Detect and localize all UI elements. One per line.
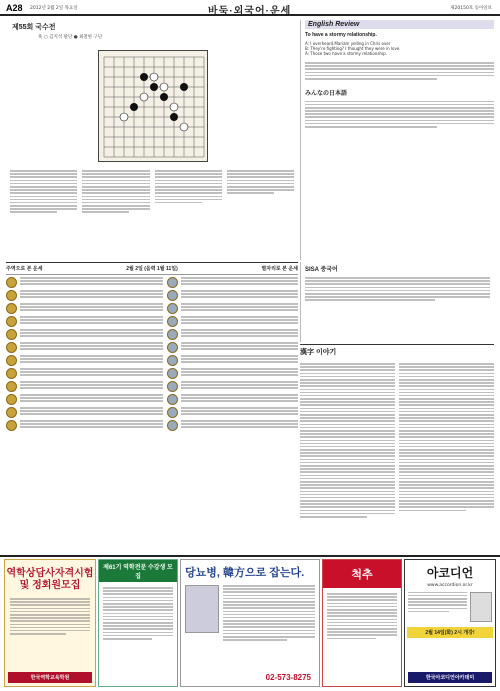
ad5-band: 2월 14일(화) 2시 개강! (407, 627, 493, 638)
english-line-3: A: Those two have a stormy relationship. (305, 51, 387, 56)
zodiac-rat-icon (6, 277, 17, 288)
go-board (98, 50, 208, 162)
fortune-section (6, 262, 298, 548)
hanja-section (300, 344, 494, 548)
baduk-players: 흑 ○ 김지석 팔단 ● 최철한 구단 (38, 35, 103, 40)
libra-icon (167, 381, 178, 392)
hanja-column-2 (399, 363, 494, 518)
zodiac-snake-icon (6, 342, 17, 353)
aquarius-icon (167, 277, 178, 288)
horoscope-title: 별자리로 본 운세 (261, 266, 298, 272)
ad-accordion-academy[interactable] (404, 559, 496, 687)
zodiac-dragon-icon (6, 329, 17, 340)
japanese-title: みんなの日本語 (305, 90, 348, 97)
cancer-icon (167, 342, 178, 353)
zodiac-fortune-list (6, 275, 163, 433)
page-number: A28 (6, 3, 23, 13)
english-line-1: A: I overheard Mariam yelling in Chris over (305, 41, 391, 46)
zodiac-dog-icon (6, 407, 17, 418)
pisces-icon (167, 290, 178, 301)
ad2-body (99, 582, 177, 645)
english-review-section (300, 20, 494, 260)
japanese-body (305, 101, 494, 128)
fortune-title: 주역으로 본 운세 (6, 266, 43, 272)
zodiac-rabbit-icon (6, 316, 17, 327)
ad4-body (323, 588, 401, 644)
ad4-headline: 척추 (323, 560, 401, 588)
aries-icon (167, 303, 178, 314)
english-body (305, 62, 494, 80)
ad5-footer: 한국아코디언아카데미 (408, 672, 492, 683)
ad2-headline: 제61기 역학전문 수강생 모집 (99, 560, 177, 582)
hanja-title: 漢字 이야기 (300, 349, 337, 356)
ad1-headline: 역학상담사자격시험 및 정회원모집 (6, 568, 94, 591)
go-board-grid (99, 51, 209, 163)
edition-info: 제20150호 동아일보 (450, 6, 492, 11)
ad5-headline: 아코디언 (426, 566, 474, 580)
fortune-header (6, 263, 298, 275)
zodiac-ox-icon (6, 290, 17, 301)
chinese-title: SISA 중국어 (305, 267, 338, 273)
section-title: 바둑·외국어·운세 (208, 6, 292, 17)
chinese-body (301, 275, 494, 303)
zodiac-tiger-icon (6, 303, 17, 314)
baduk-section (6, 20, 298, 256)
horoscope-list (167, 275, 298, 433)
capricorn-icon (167, 420, 178, 431)
baduk-title: 제55회 국수전 (12, 24, 56, 31)
ad-fortune-course[interactable] (98, 559, 178, 687)
zodiac-sheep-icon (6, 368, 17, 379)
ad5-url[interactable]: www.accordion.or.kr (427, 583, 473, 588)
english-review-title: English Review (305, 20, 494, 29)
baduk-commentary (10, 170, 294, 254)
ad5-body (408, 592, 467, 622)
taurus-icon (167, 316, 178, 327)
zodiac-monkey-icon (6, 381, 17, 392)
english-headline: To have a stormy relationship. (305, 32, 377, 38)
ad-spine-clinic[interactable] (322, 559, 402, 687)
doctor-photo (185, 585, 219, 633)
ad-fortune-academy[interactable] (4, 559, 96, 687)
ad-diabetes-clinic[interactable] (180, 559, 320, 687)
zodiac-horse-icon (6, 355, 17, 366)
ad1-footer: 한국역학교육학원 (8, 672, 92, 683)
virgo-icon (167, 368, 178, 379)
zodiac-pig-icon (6, 420, 17, 431)
english-line-2: B: They're fighting? I thought they were in love. (305, 46, 401, 51)
ad3-body (223, 585, 315, 641)
issue-date: 2012년 2월 2일 목요일 (30, 6, 78, 11)
leo-icon (167, 355, 178, 366)
hanja-column-1 (300, 363, 395, 518)
scorpio-icon (167, 394, 178, 405)
accordion-player-photo (470, 592, 492, 622)
zodiac-rooster-icon (6, 394, 17, 405)
sagittarius-icon (167, 407, 178, 418)
ad1-body (5, 592, 95, 641)
ad3-phone: 02-573-8275 (265, 673, 311, 682)
page-header (0, 0, 500, 16)
fortune-date: 2월 2일 (음력 1월 11일) (126, 266, 178, 272)
chinese-section (300, 262, 494, 342)
ad3-headline: 당뇨병, 韓方으로 잡는다. (185, 567, 305, 579)
gemini-icon (167, 329, 178, 340)
